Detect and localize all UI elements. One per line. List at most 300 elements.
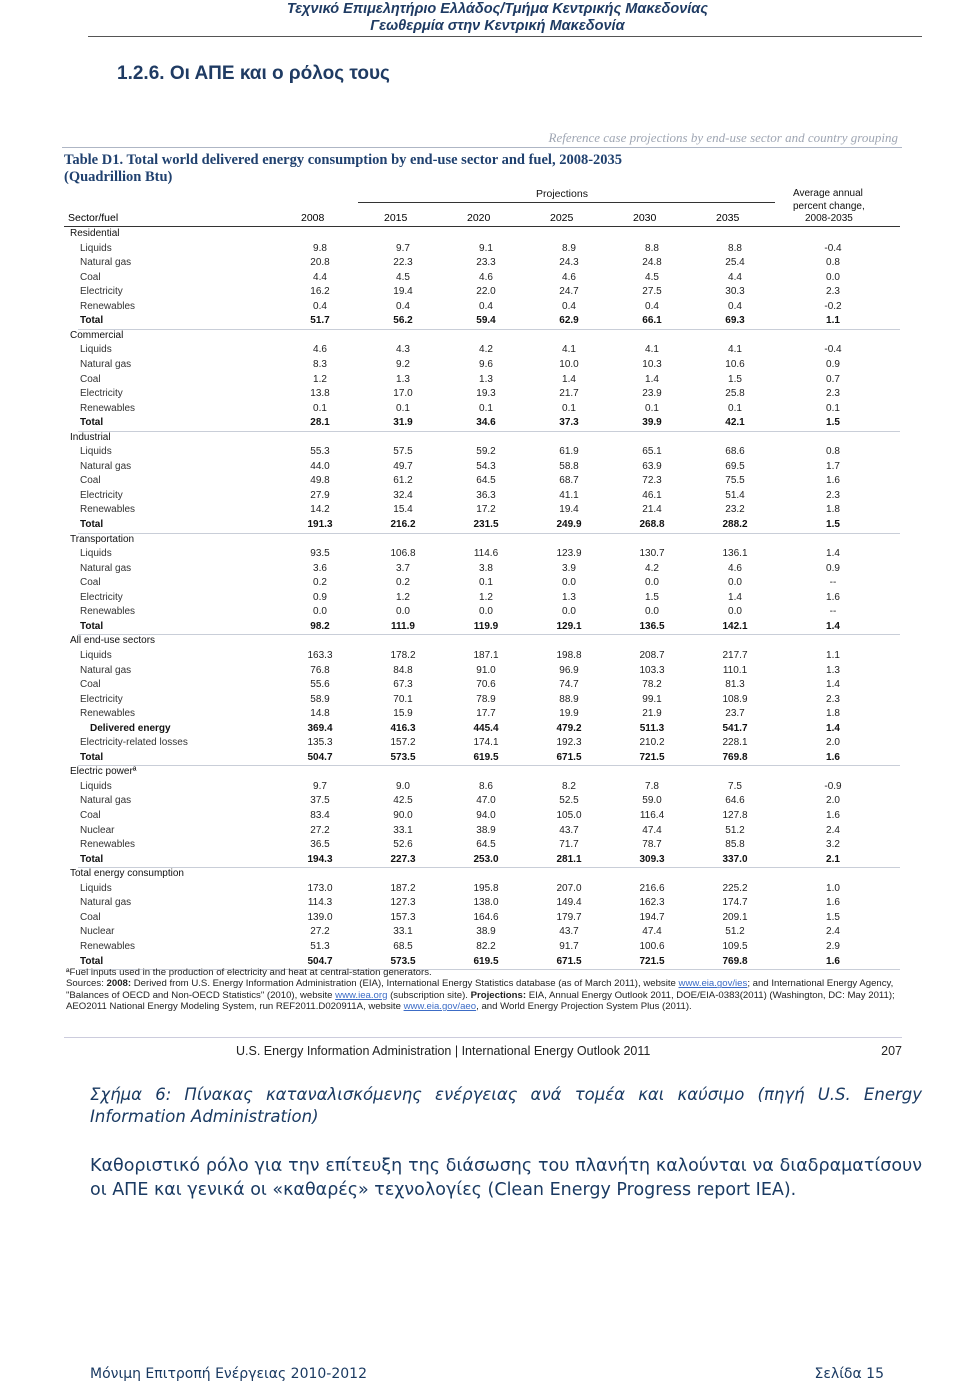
table-row (58, 926, 916, 941)
table-row (58, 854, 916, 869)
value-cell: 619.5 (473, 955, 499, 967)
value-cell: 36.5 (310, 839, 330, 851)
table-row (58, 388, 916, 403)
table-row (58, 272, 916, 287)
value-cell: 127.3 (390, 897, 416, 909)
value-cell: 0.0 (396, 606, 410, 618)
year-header: 2020 (467, 212, 491, 224)
running-header (287, 1, 708, 35)
avg-change-cell: 2.0 (826, 795, 840, 807)
row-label: Liquids (80, 649, 112, 661)
value-cell: 59.2 (476, 446, 496, 458)
value-cell: 173.0 (307, 882, 333, 894)
value-cell: 30.3 (725, 286, 745, 298)
avg-change-cell: 2.9 (826, 940, 840, 952)
value-cell: 225.2 (722, 882, 748, 894)
value-cell: 9.6 (479, 358, 493, 370)
avg-change-cell: 2.3 (826, 489, 840, 501)
value-cell: 58.9 (310, 693, 330, 705)
table-row (58, 243, 916, 258)
row-label: Liquids (80, 344, 112, 356)
value-cell: 0.2 (396, 577, 410, 589)
value-cell: 15.9 (393, 708, 413, 720)
value-cell: 9.2 (396, 358, 410, 370)
avg-change-cell: 0.8 (826, 257, 840, 269)
value-cell: 23.7 (725, 708, 745, 720)
value-cell: 0.1 (645, 402, 659, 414)
avg-change-cell: -0.2 (824, 300, 842, 312)
year-header: 2008 (301, 212, 325, 224)
iea-link[interactable]: www.iea.org (335, 989, 388, 1001)
value-cell: 4.3 (396, 344, 410, 356)
value-cell: 194.7 (639, 911, 665, 923)
value-cell: 8.6 (479, 780, 493, 792)
value-cell: 511.3 (639, 722, 665, 734)
value-cell: 721.5 (639, 955, 665, 967)
avg-change-cell: 1.4 (826, 722, 840, 734)
figure-bottom-text: U.S. Energy Information Administration | International Energy Outlook 2011 (236, 1044, 651, 1058)
value-cell: 249.9 (556, 519, 582, 530)
value-cell: 162.3 (639, 897, 665, 909)
figure-top-rule (62, 147, 902, 148)
value-cell: 31.9 (393, 417, 413, 429)
value-cell: 64.5 (476, 839, 496, 851)
avg-change-cell: 1.5 (826, 417, 840, 429)
value-cell: 179.7 (556, 911, 582, 923)
table-row (58, 592, 916, 607)
value-cell: 0.4 (313, 300, 327, 312)
value-cell: 253.0 (473, 853, 499, 865)
row-label: Natural gas (80, 257, 132, 269)
value-cell: 4.6 (562, 271, 576, 283)
row-label: Total (80, 519, 104, 530)
value-cell: 0.4 (396, 300, 410, 312)
value-cell: 0.1 (396, 402, 410, 414)
table-row (58, 359, 916, 374)
body-paragraph: Καθοριστικό ρόλο για την επίτευξη της διάσωσης του πλανήτη καλούνται να διαδραματίσουν οι ΑΠΕ και γενικά οι «καθαρές» τεχνολογίες (Clean Energy Progress report IEA). (90, 1156, 922, 1200)
avg-change-cell: 3.2 (826, 839, 840, 851)
table-category-row (58, 228, 916, 243)
value-cell: 65.1 (642, 446, 662, 458)
row-label: Natural gas (80, 897, 132, 909)
value-cell: 129.1 (556, 620, 582, 632)
value-cell: 1.3 (479, 373, 493, 385)
value-cell: 1.4 (728, 591, 742, 603)
value-cell: 671.5 (556, 955, 582, 967)
value-cell: 139.0 (307, 911, 333, 923)
table-row (58, 795, 916, 810)
sources-note (66, 978, 904, 1012)
table-row (58, 403, 916, 418)
value-cell: 0.1 (562, 402, 576, 414)
value-cell: 209.1 (722, 911, 748, 923)
table-category-row (58, 534, 916, 549)
value-cell: 207.0 (556, 882, 582, 894)
figure-title (64, 152, 622, 186)
value-cell: 191.3 (307, 519, 333, 530)
avg-change-cell: 2.4 (826, 824, 840, 836)
sources-text-b: ; and International Energy Agency, "Balances of OECD and Non-OECD Statistics" (2010), website (66, 978, 894, 1001)
value-cell: 15.4 (393, 504, 413, 516)
table-row (58, 490, 916, 505)
table-row (58, 417, 916, 432)
avg-change-cell: 1.6 (826, 810, 840, 821)
row-label: Residential (70, 228, 120, 239)
sources-projections: Projections: (470, 989, 527, 1001)
value-cell: 19.3 (476, 388, 496, 400)
row-label: Industrial (70, 431, 111, 443)
row-label: Commercial (70, 329, 124, 341)
value-cell: 4.4 (313, 271, 327, 283)
value-cell: 51.7 (310, 315, 330, 327)
value-cell: 195.8 (473, 882, 499, 894)
value-cell: 1.3 (562, 591, 576, 603)
avg-change-cell: 2.4 (826, 926, 840, 938)
row-label: Total (80, 417, 104, 429)
value-cell: 504.7 (307, 955, 333, 967)
value-cell: 59.4 (476, 315, 496, 327)
value-cell: 9.0 (396, 780, 410, 792)
value-cell: 21.4 (642, 504, 662, 516)
value-cell: 41.1 (559, 489, 579, 501)
avg-change-cell: 1.0 (826, 882, 840, 894)
value-cell: 10.0 (559, 358, 579, 370)
avg-change-cell: 0.9 (826, 358, 840, 370)
value-cell: 27.5 (642, 286, 662, 298)
value-cell: 8.8 (728, 242, 742, 254)
value-cell: 769.8 (722, 955, 748, 967)
value-cell: 3.7 (396, 562, 410, 574)
value-cell: 109.5 (722, 940, 748, 952)
value-cell: 39.9 (642, 417, 662, 429)
value-cell: 157.3 (390, 911, 416, 923)
value-cell: 1.2 (313, 373, 327, 385)
table-row (58, 883, 916, 898)
row-label: Coal (80, 373, 101, 385)
row-label: Electricity (80, 388, 123, 400)
value-cell: 4.1 (562, 344, 576, 356)
row-label: Coal (80, 475, 101, 487)
sources-text-d: EIA, Annual Energy Outlook 2011, DOE/EIA-0383(2011) (Washington, DC: May 2011); AEO2011 National Energy Modeling System, run REF2011.D020911A, website (66, 989, 895, 1012)
value-cell: 68.5 (393, 940, 413, 952)
footer-page-number: Σελίδα 15 (814, 1366, 884, 1382)
value-cell: 25.4 (725, 257, 745, 269)
value-cell: 14.2 (310, 504, 330, 516)
value-cell: 130.7 (639, 548, 665, 560)
value-cell: 52.5 (559, 795, 579, 807)
value-cell: 0.0 (728, 577, 742, 589)
value-cell: 0.0 (645, 577, 659, 589)
value-cell: 210.2 (639, 737, 665, 749)
avg-change-cell: -0.4 (824, 344, 842, 356)
value-cell: 24.8 (642, 257, 662, 269)
value-cell: 110.1 (722, 664, 748, 676)
table-category-row (58, 330, 916, 345)
value-cell: 671.5 (556, 751, 582, 763)
row-label: Electricity (80, 489, 123, 501)
col-sector-header: Sector/fuel (68, 212, 119, 224)
value-cell: 1.4 (562, 373, 576, 385)
value-cell: 149.4 (556, 897, 582, 909)
value-cell: 216.2 (390, 519, 416, 530)
value-cell: 268.8 (639, 519, 665, 530)
value-cell: 194.3 (307, 853, 333, 865)
value-cell: 58.8 (559, 460, 579, 472)
value-cell: 78.9 (476, 693, 496, 705)
table-row (58, 912, 916, 927)
value-cell: 4.4 (728, 271, 742, 283)
value-cell: 32.4 (393, 489, 413, 501)
value-cell: 98.2 (310, 620, 330, 632)
row-label: Total (80, 955, 104, 967)
row-label: Natural gas (80, 358, 132, 370)
row-label: Renewables (80, 708, 136, 720)
value-cell: 288.2 (722, 519, 748, 530)
eia-ies-link[interactable]: www.eia.gov/ies (678, 978, 748, 990)
value-cell: 108.9 (722, 693, 748, 705)
row-label: Liquids (80, 242, 112, 254)
avg-change-line-3: 2008-2035 (805, 213, 853, 224)
value-cell: 135.3 (307, 737, 333, 749)
value-cell: 93.5 (310, 548, 330, 560)
value-cell: 42.5 (393, 795, 413, 807)
value-cell: 61.9 (559, 446, 579, 458)
header-line-2: Γεωθερμία στην Κεντρική Μακεδονία (370, 18, 625, 34)
value-cell: 619.5 (473, 751, 499, 763)
row-label: Natural gas (80, 562, 132, 574)
table-category-row (58, 432, 916, 447)
value-cell: 0.4 (562, 300, 576, 312)
value-cell: 231.5 (473, 519, 499, 530)
value-cell: 769.8 (722, 751, 748, 763)
value-cell: 1.3 (396, 373, 410, 385)
value-cell: 573.5 (390, 751, 416, 763)
row-label: Coal (80, 271, 101, 283)
value-cell: 479.2 (556, 722, 582, 734)
row-label: Total (80, 315, 104, 327)
eia-aeo-link[interactable]: www.eia.gov/aeo (403, 1000, 477, 1012)
table-category-row (58, 766, 916, 781)
value-cell: 13.8 (310, 388, 330, 400)
value-cell: 217.7 (722, 649, 748, 661)
value-cell: 106.8 (390, 548, 416, 560)
table-row (58, 315, 916, 330)
avg-change-cell: 1.3 (826, 664, 840, 676)
value-cell: 504.7 (307, 751, 333, 763)
row-label: Electricity (80, 591, 123, 603)
value-cell: 54.3 (476, 460, 496, 472)
sources-text-c: (subscription site). (387, 989, 471, 1001)
value-cell: 71.7 (559, 839, 579, 851)
figure-title-line-2: (Quadrillion Btu) (64, 169, 173, 185)
row-label: Liquids (80, 548, 112, 560)
value-cell: 88.9 (559, 693, 579, 705)
value-cell: 111.9 (391, 620, 415, 632)
value-cell: 4.1 (728, 344, 742, 356)
value-cell: 52.6 (393, 839, 413, 851)
value-cell: 38.9 (476, 824, 496, 836)
value-cell: 0.0 (645, 606, 659, 618)
value-cell: 0.0 (728, 606, 742, 618)
value-cell: 174.7 (722, 897, 748, 909)
table-row (58, 941, 916, 956)
row-label: Liquids (80, 446, 112, 458)
avg-change-cell: 1.7 (826, 460, 840, 472)
table-row (58, 563, 916, 578)
avg-change-cell: 0.7 (826, 373, 840, 385)
value-cell: 51.2 (725, 824, 745, 836)
value-cell: 178.2 (390, 649, 416, 661)
value-cell: 84.8 (393, 664, 413, 676)
avg-change-cell: -0.4 (824, 242, 842, 254)
value-cell: 4.6 (479, 271, 493, 283)
value-cell: 127.8 (722, 810, 748, 821)
figure-page-number: 207 (881, 1044, 902, 1058)
avg-change-cell: 1.8 (826, 708, 840, 720)
value-cell: 61.2 (393, 475, 413, 487)
value-cell: 57.5 (393, 446, 413, 458)
value-cell: 0.0 (562, 606, 576, 618)
value-cell: 43.7 (559, 824, 579, 836)
value-cell: 27.9 (310, 489, 330, 501)
table-row (58, 461, 916, 476)
value-cell: 8.3 (313, 358, 327, 370)
footer-committee: Μόνιμη Επιτροπή Ενέργειας 2010-2012 (90, 1366, 367, 1382)
value-cell: 37.5 (310, 795, 330, 807)
row-label: Transportation (70, 533, 135, 545)
row-label: Electricity (80, 286, 123, 298)
value-cell: 1.2 (479, 591, 493, 603)
value-cell: 22.3 (393, 257, 413, 269)
table-row (58, 810, 916, 825)
row-label: Total (80, 853, 104, 865)
avg-change-cell: 1.6 (826, 475, 840, 487)
footnote-fuel: ªFuel inputs used in the production of electricity and heat at central-station generators. (66, 967, 432, 978)
table-row (58, 897, 916, 912)
value-cell: 76.8 (310, 664, 330, 676)
value-cell: 51.2 (725, 926, 745, 938)
value-cell: 9.1 (479, 242, 493, 254)
table-row (58, 519, 916, 534)
value-cell: 38.9 (476, 926, 496, 938)
value-cell: 4.5 (396, 271, 410, 283)
value-cell: 68.7 (559, 475, 579, 487)
value-cell: 164.6 (473, 911, 499, 923)
table-row (58, 665, 916, 680)
figure-caption: Σχήμα 6: Πίνακας καταναλισκόμενης ενέργειας ανά τομέα και καύσιμο (πηγή U.S. Energy Information Administration) (90, 1085, 922, 1126)
value-cell: 59.0 (642, 795, 662, 807)
value-cell: 94.0 (476, 810, 496, 821)
value-cell: 17.0 (393, 388, 413, 400)
value-cell: 90.0 (393, 810, 413, 821)
table-row (58, 679, 916, 694)
value-cell: 91.7 (559, 940, 579, 952)
value-cell: 85.8 (725, 839, 745, 851)
table-row (58, 708, 916, 723)
value-cell: 1.5 (728, 373, 742, 385)
value-cell: 0.4 (479, 300, 493, 312)
value-cell: 100.6 (639, 940, 665, 952)
value-cell: 78.7 (642, 839, 662, 851)
value-cell: 114.6 (473, 548, 499, 560)
avg-change-cell: 2.3 (826, 693, 840, 705)
table-row (58, 606, 916, 621)
table-row (58, 475, 916, 490)
value-cell: 47.4 (642, 824, 662, 836)
value-cell: 21.7 (559, 388, 579, 400)
projections-label: Projections (536, 188, 588, 200)
table-row (58, 301, 916, 316)
value-cell: 116.4 (639, 810, 665, 821)
avg-change-cell: 1.8 (826, 504, 840, 516)
value-cell: 216.6 (639, 882, 665, 894)
value-cell: 67.3 (393, 679, 413, 691)
avg-change-line-2: percent change, (793, 200, 865, 212)
value-cell: 7.8 (645, 780, 659, 792)
value-cell: 22.0 (476, 286, 496, 298)
value-cell: 19.9 (559, 708, 579, 720)
row-label: Total (80, 620, 104, 632)
value-cell: 19.4 (559, 504, 579, 516)
row-label: Total (80, 751, 104, 763)
value-cell: 23.3 (476, 257, 496, 269)
avg-change-cell: -- (829, 577, 837, 589)
value-cell: 17.7 (476, 708, 496, 720)
avg-change-cell: 1.6 (826, 751, 840, 763)
value-cell: 337.0 (722, 853, 748, 865)
value-cell: 0.2 (313, 577, 327, 589)
avg-change-cell: 0.1 (826, 402, 840, 414)
row-label: Coal (80, 679, 101, 691)
row-label: All end-use sectors (70, 635, 156, 647)
value-cell: 23.9 (642, 388, 662, 400)
avg-change-cell: 1.6 (826, 955, 840, 967)
table-row (58, 781, 916, 796)
value-cell: 0.1 (479, 402, 493, 414)
value-cell: 0.1 (728, 402, 742, 414)
value-cell: 63.9 (642, 460, 662, 472)
row-label: Nuclear (80, 926, 115, 938)
value-cell: 69.5 (725, 460, 745, 472)
value-cell: 4.6 (313, 344, 327, 356)
sources-text-a: Derived from U.S. Energy Information Administration (EIA), International Energy Statistics database (as of March 2011), website (131, 978, 679, 990)
value-cell: 51.3 (310, 940, 330, 952)
table-row (58, 548, 916, 563)
value-cell: 157.2 (390, 737, 416, 749)
section-title: 1.2.6. Οι ΑΠΕ και ο ρόλος τους (117, 63, 390, 84)
row-label: Renewables (80, 940, 136, 952)
value-cell: 68.6 (725, 446, 745, 458)
value-cell: 187.2 (390, 882, 416, 894)
value-cell: 21.9 (642, 708, 662, 720)
value-cell: 81.3 (725, 679, 745, 691)
value-cell: 10.6 (725, 358, 745, 370)
value-cell: 208.7 (639, 649, 665, 661)
sources-text-e: , and World Energy Projection System Plus (2011). (476, 1000, 692, 1012)
value-cell: 64.5 (476, 475, 496, 487)
value-cell: 27.2 (310, 824, 330, 836)
value-cell: 37.3 (559, 417, 579, 429)
value-cell: 114.3 (307, 897, 333, 909)
value-cell: 19.4 (393, 286, 413, 298)
value-cell: 28.1 (310, 417, 330, 429)
value-cell: 91.0 (476, 664, 496, 676)
avg-change-cell: 2.1 (826, 853, 840, 865)
value-cell: 44.0 (310, 460, 330, 472)
row-label: Renewables (80, 839, 136, 851)
value-cell: 0.4 (645, 300, 659, 312)
value-cell: 573.5 (390, 955, 416, 967)
